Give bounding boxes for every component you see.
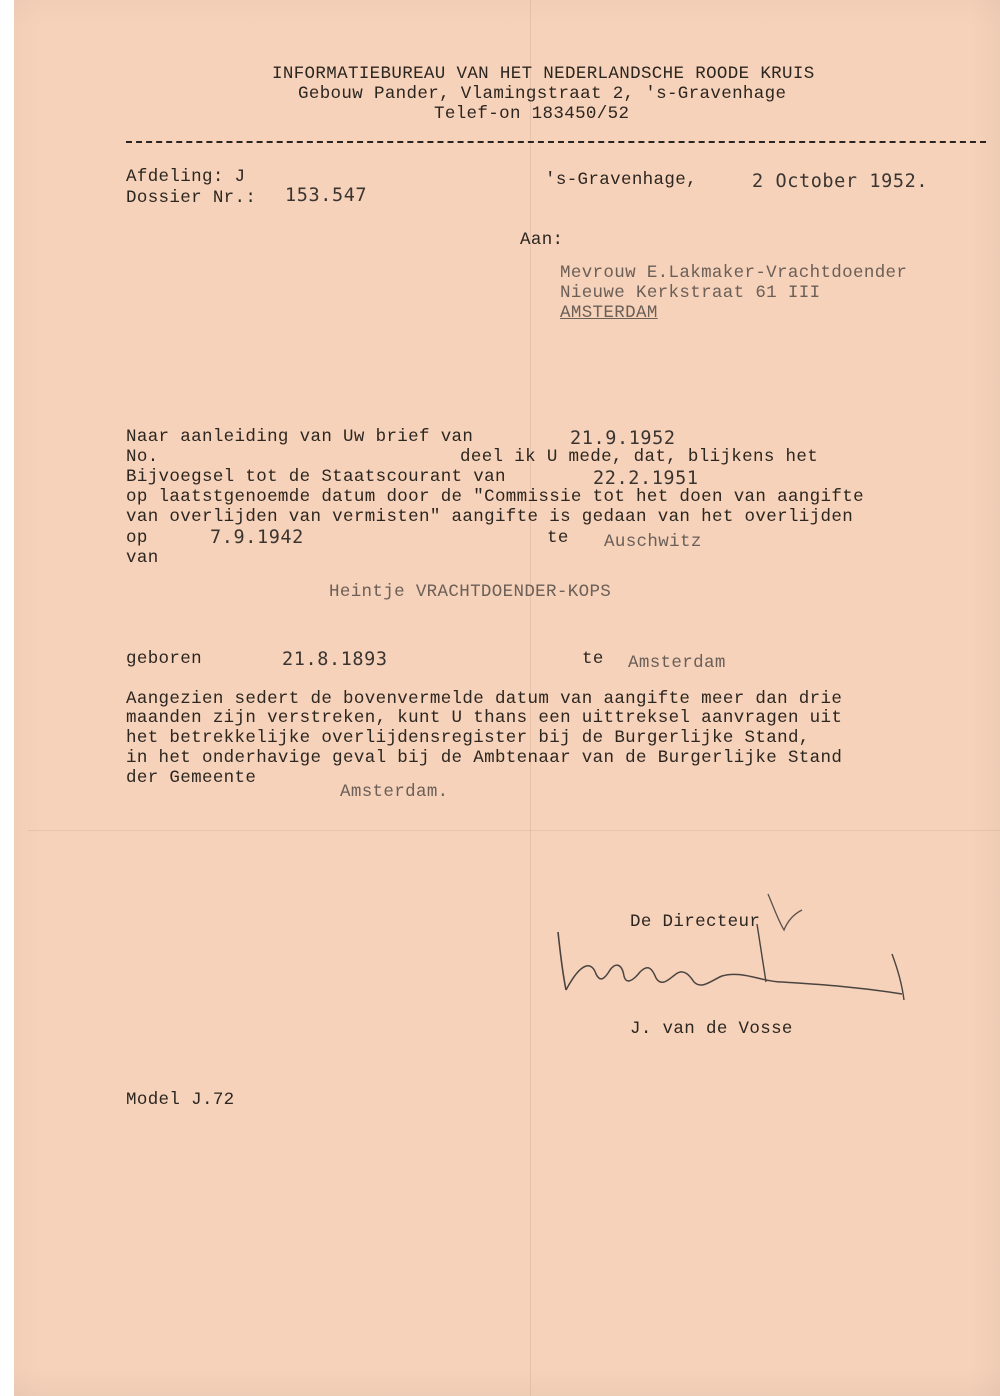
body-para2-line-5: der Gemeente (126, 768, 257, 788)
body-line-1: Naar aanleiding van Uw brief van (126, 427, 474, 447)
recipient-street: Nieuwe Kerkstraat 61 III (560, 283, 821, 303)
body-para2-line-1: Aangezien sedert de bovenvermelde datum van aangifte meer dan drie (126, 689, 843, 709)
letterhead-phone: Telef-on 183450/52 (434, 104, 630, 124)
birth-place: Amsterdam (628, 653, 726, 673)
body-para2-line-3: het betrekkelijke overlijdensregister bij de Burgerlijke Stand, (126, 728, 810, 748)
signatory-name: J. van de Vosse (630, 1019, 793, 1039)
body-van-label: van (126, 548, 159, 568)
model-number: Model J.72 (126, 1090, 235, 1110)
body-line-4: op laatstgenoemde datum door de "Commissie tot het doen van aangifte (126, 487, 864, 507)
body-te-label-2: te (582, 649, 604, 669)
department-label: Afdeling: J (126, 167, 246, 187)
fold-crease-horizontal (28, 830, 1000, 831)
gazette-date: 22.2.1951 (593, 468, 699, 489)
dossier-label: Dossier Nr.: (126, 188, 257, 208)
body-line-5: van overlijden van vermisten" aangifte is gedaan van het overlijden (126, 507, 854, 527)
dossier-number: 153.547 (285, 185, 368, 206)
body-geboren-label: geboren (126, 649, 202, 669)
body-no-label: No. (126, 447, 159, 467)
birth-date: 21.8.1893 (282, 649, 388, 670)
body-line-2: deel ik U mede, dat, blijkens het (460, 447, 819, 467)
death-date: 7.9.1942 (210, 527, 304, 548)
recipient-label: Aan: (520, 230, 564, 250)
dateline-date: 2 October 1952. (752, 171, 929, 192)
death-place: Auschwitz (604, 532, 702, 552)
signatory-title: De Directeur (630, 912, 761, 932)
letterhead-organization: INFORMATIEBUREAU VAN HET NEDERLANDSCHE ROODE KRUIS (272, 64, 815, 84)
body-para2-line-2: maanden zijn verstreken, kunt U thans een uittreksel aanvragen uit (126, 708, 843, 728)
recipient-name: Mevrouw E.Lakmaker-Vrachtdoender (560, 263, 908, 283)
dateline-place: 's-Gravenhage, (545, 170, 697, 190)
letterhead-divider (126, 141, 986, 143)
body-line-3: Bijvoegsel tot de Staatscourant van (126, 467, 506, 487)
deceased-name: Heintje VRACHTDOENDER-KOPS (329, 582, 612, 602)
letterhead-address: Gebouw Pander, Vlamingstraat 2, 's-Gravenhage (298, 84, 787, 104)
recipient-city: AMSTERDAM (560, 303, 658, 323)
body-te-label-1: te (547, 528, 569, 548)
municipality: Amsterdam. (340, 782, 449, 802)
body-op-label: op (126, 528, 148, 548)
body-para2-line-4: in het onderhavige geval bij de Ambtenaar van de Burgerlijke Stand (126, 748, 843, 768)
letter-date: 21.9.1952 (570, 428, 676, 449)
handwritten-signature (552, 890, 912, 1010)
